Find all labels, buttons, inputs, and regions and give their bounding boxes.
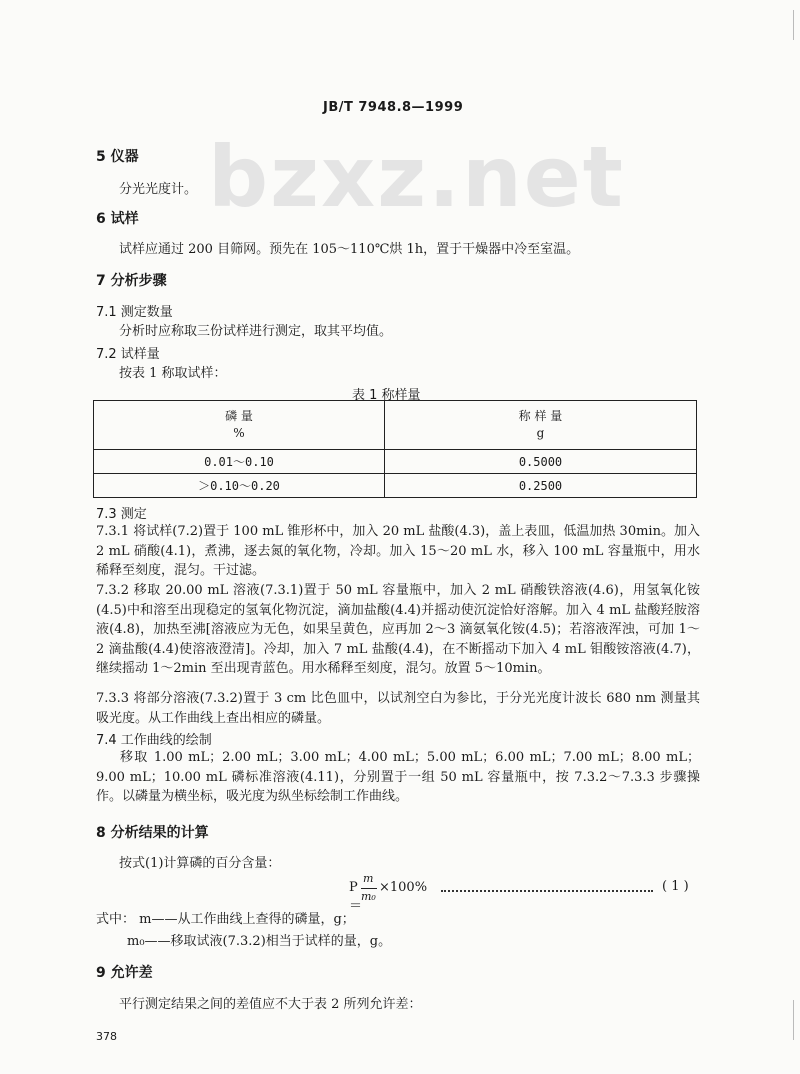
header-label: 称 样 量 <box>518 409 563 423</box>
dot-leader <box>441 880 653 892</box>
scan-edge-mark <box>793 10 794 40</box>
scan-edge-mark <box>793 1000 794 1040</box>
formula-numerator: m <box>363 872 374 885</box>
formula-rhs: ×100% <box>379 880 428 895</box>
page-number: 378 <box>96 1030 117 1043</box>
section-7-3-title: 7.3 测定 <box>96 507 147 522</box>
section-7-3-2-text: 7.3.2 移取 20.00 mL 溶液(7.3.1)置于 50 mL 容量瓶中，加入 2 mL 硝酸铁溶液(4.6)，用氢氧化铵(4.5)中和溶至出现稳定的氢氧化物沉淀，滴加盐酸(4.4)并摇动使沉淀恰好溶解。加入 4 mL 盐酸羟胺溶液(4.8)，加热至沸[溶液应为无色，如果呈黄色，应再加 2～3 滴氨氧化铵(4.5)；若溶液浑浊，可加 1～2 滴盐酸(4.4)使溶液澄清]。冷却，加入 7 mL 盐酸(4.4)，在不断摇动下加入 4 mL 钼酸铵溶液(4.7)，继续摇动 1～2min 至出现青蓝色。用水稀释至刻度，混匀。放置 5～10min。 <box>96 583 700 676</box>
watermark: bzxz.net <box>208 128 625 226</box>
section-8-text: 按式(1)计算磷的百分含量： <box>119 856 281 871</box>
fraction-bar <box>361 888 377 889</box>
section-7-1-text: 分析时应称取三份试样进行测定，取其平均值。 <box>119 324 393 339</box>
section-7-2-text: 按表 1 称取试样： <box>119 366 227 381</box>
section-7-3-3-text: 7.3.3 将部分溶液(7.3.2)置于 3 cm 比色皿中，以试剂空白为参比，于分光光度计波长 680 nm 测量其吸光度。从工作曲线上查出相应的磷量。 <box>96 691 700 726</box>
table-1-caption: 表 1 称样量 <box>352 388 421 403</box>
section-7-1-title: 7.1 测定数量 <box>96 305 173 320</box>
table-1-header-sample-mass <box>385 401 697 450</box>
formula-lhs: P＝ <box>349 880 363 914</box>
table-row <box>94 450 697 474</box>
section-8-title: 8 分析结果的计算 <box>96 825 209 841</box>
section-5-title: 5 仪器 <box>96 149 139 165</box>
document-header: JB/T 7948.8—1999 <box>323 100 464 115</box>
formula-where-1: 式中： m——从工作曲线上查得的磷量，g； <box>96 912 355 927</box>
header-label: 磷 量 <box>225 409 253 423</box>
header-unit: % <box>233 426 245 440</box>
table-cell-range: 0.01～0.10 <box>94 450 385 474</box>
table-1 <box>93 400 697 498</box>
section-9-text: 平行测定结果之间的差值应不大于表 2 所列允许差： <box>119 997 422 1012</box>
table-row <box>94 474 697 498</box>
section-7-3-1-text: 7.3.1 将试样(7.2)置于 100 mL 锥形杯中，加入 20 mL 盐酸(4.3)，盖上表皿，低温加热 30min。加入 2 mL 硝酸(4.1)，煮沸，逐去氮的氧化物，冷却。加入 15～20 mL 水，移入 100 mL 容量瓶中，用水稀释至刻度，混匀。干过滤。 <box>96 524 700 578</box>
header-unit: g <box>536 426 545 440</box>
table-cell-mass: 0.2500 <box>385 474 697 498</box>
table-1-header-phosphorus <box>94 401 385 450</box>
section-6-title: 6 试样 <box>96 211 139 227</box>
section-9-title: 9 允许差 <box>96 965 153 981</box>
section-6-text: 试样应通过 200 目筛网。预先在 105～110℃烘 1h，置于干燥器中冷至室温。 <box>119 242 580 257</box>
table-cell-range: ＞0.10～0.20 <box>94 474 385 498</box>
section-5-text: 分光光度计。 <box>119 182 198 197</box>
section-7-4-title: 7.4 工作曲线的绘制 <box>96 733 212 748</box>
formula-denominator: m₀ <box>361 890 376 903</box>
section-7-title: 7 分析步骤 <box>96 273 167 289</box>
table-cell-mass: 0.5000 <box>385 450 697 474</box>
equation-number: ( 1 ) <box>662 879 689 894</box>
formula-where-2: m₀——移取试液(7.3.2)相当于试样的量，g。 <box>127 934 392 949</box>
section-7-4-text: 移取 1.00 mL；2.00 mL；3.00 mL；4.00 mL；5.00 mL；6.00 mL；7.00 mL；8.00 mL；9.00 mL；10.00 mL 磷标准溶液(4.11)，分别置于一组 50 mL 容量瓶中，按 7.3.2～7.3.3 步骤操作。以磷量为横坐标，吸光度为纵坐标绘制工作曲线。 <box>96 750 700 804</box>
section-7-2-title: 7.2 试样量 <box>96 347 160 362</box>
